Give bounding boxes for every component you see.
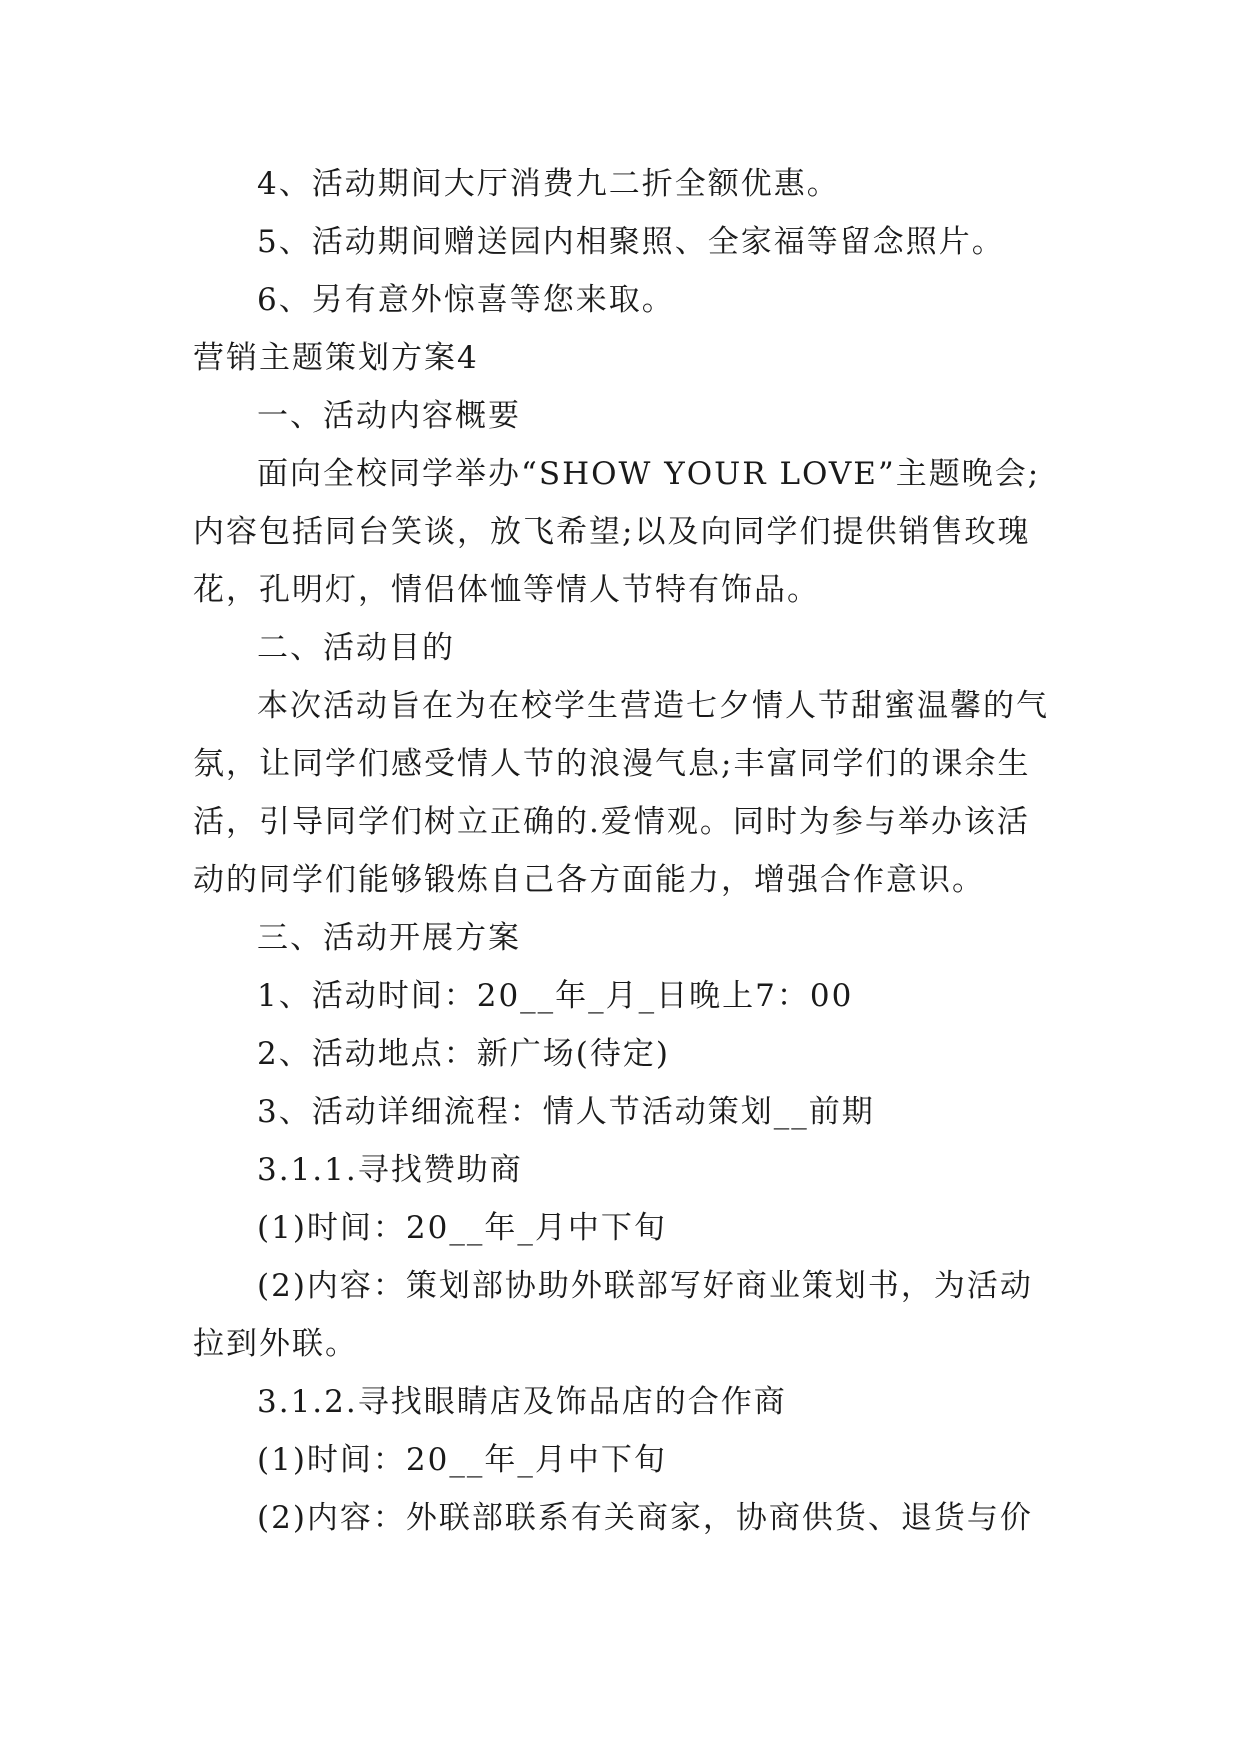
paragraph-purpose: 本次活动旨在为在校学生营造七夕情人节甜蜜温馨的气氛，让同学们感受情人节的浪漫气息;丰富同学们的课余生活，引导同学们树立正确的.爱情观。同时为参与举办该活动的同学们能够锻炼自己各方面能力，增强合作意识。 bbox=[193, 688, 1049, 898]
step-sponsor-heading: 3.1.1.寻找赞助商 bbox=[257, 1152, 523, 1188]
list-item-4: 4、活动期间大厅消费九二折全额优惠。 bbox=[257, 166, 840, 202]
subheading-content-summary: 一、活动内容概要 bbox=[257, 398, 521, 434]
subheading-plan: 三、活动开展方案 bbox=[257, 920, 521, 956]
plan-location: 2、活动地点：新广场(待定) bbox=[257, 1036, 670, 1072]
list-item-6: 6、另有意外惊喜等您来取。 bbox=[257, 282, 675, 318]
list-item-5: 5、活动期间赠送园内相聚照、全家福等留念照片。 bbox=[257, 224, 1005, 260]
step-sponsor-content: (2)内容：策划部协助外联部写好商业策划书，为活动拉到外联。 bbox=[193, 1268, 1033, 1362]
step-partner-content: (2)内容：外联部联系有关商家，协商供货、退货与价 bbox=[257, 1500, 1033, 1536]
section-title: 营销主题策划方案4 bbox=[193, 340, 479, 376]
step-partner-heading: 3.1.2.寻找眼睛店及饰品店的合作商 bbox=[257, 1384, 787, 1420]
subheading-purpose: 二、活动目的 bbox=[257, 630, 455, 666]
document-body bbox=[193, 155, 1053, 1547]
plan-process: 3、活动详细流程：情人节活动策划__前期 bbox=[257, 1094, 875, 1130]
step-sponsor-time: (1)时间：20__年_月中下旬 bbox=[257, 1210, 667, 1246]
step-partner-time: (1)时间：20__年_月中下旬 bbox=[257, 1442, 667, 1478]
paragraph-summary: 面向全校同学举办“SHOW YOUR LOVE”主题晚会;内容包括同台笑谈，放飞希望;以及向同学们提供销售玫瑰花，孔明灯，情侣体恤等情人节特有饰品。 bbox=[193, 456, 1041, 608]
plan-time: 1、活动时间：20__年_月_日晚上7：00 bbox=[257, 978, 854, 1014]
